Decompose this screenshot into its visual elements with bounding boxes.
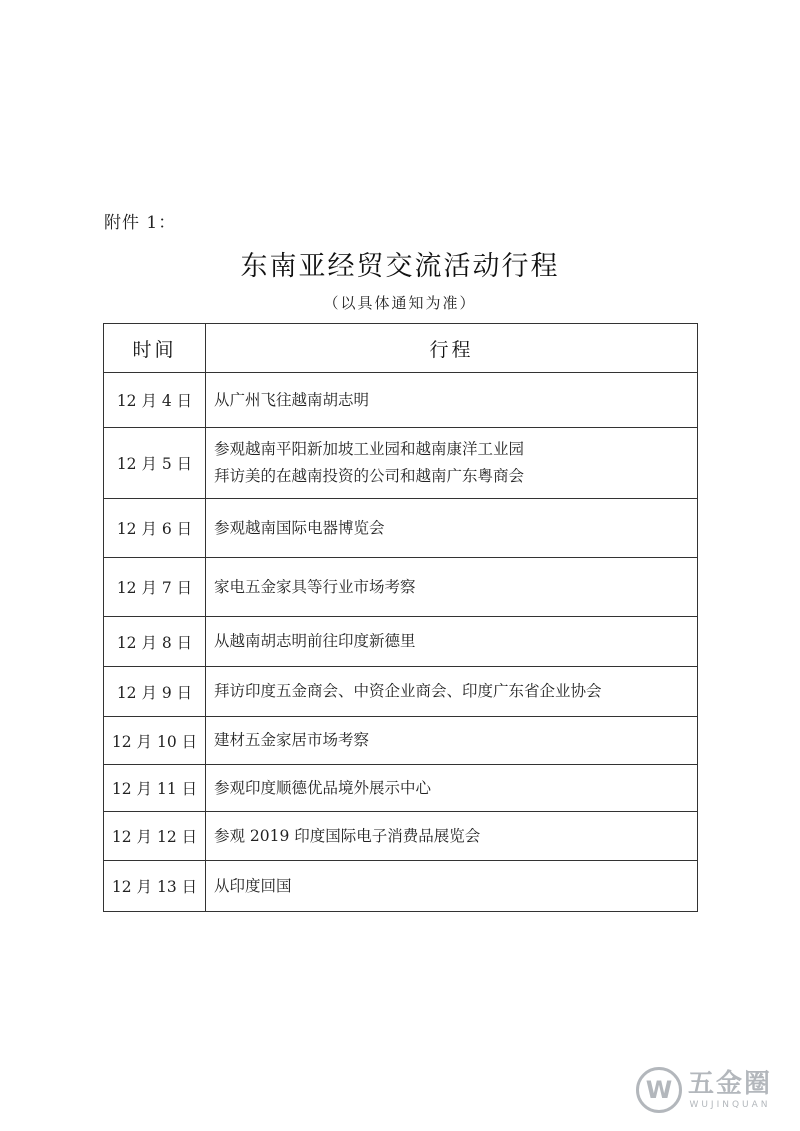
- row-date: 12 月 5 日: [104, 428, 206, 499]
- table-row: [104, 812, 698, 861]
- row-itinerary: [206, 428, 698, 499]
- table-row: [104, 373, 698, 428]
- itinerary-line: 参观越南国际电器博览会: [214, 518, 385, 537]
- wujinquan-logo-icon: W: [636, 1067, 682, 1113]
- table-header-row: [104, 324, 698, 373]
- itinerary-line: 从广州飞往越南胡志明: [214, 390, 370, 409]
- table-row: [104, 765, 698, 812]
- table-row: [104, 558, 698, 617]
- itinerary-line: 拜访印度五金商会、中资企业商会、印度广东省企业协会: [214, 682, 602, 700]
- row-itinerary: [206, 667, 698, 717]
- table-row: [104, 499, 698, 558]
- row-date: 12 月 10 日: [104, 717, 206, 765]
- itinerary-line: 从印度回国: [214, 876, 292, 895]
- watermark: [636, 1067, 772, 1113]
- row-date: 12 月 9 日: [104, 667, 206, 717]
- header-date: 时间: [104, 324, 206, 373]
- watermark-text-cn: 五金圈: [687, 1069, 772, 1099]
- table-row: [104, 667, 698, 717]
- row-itinerary: [206, 617, 698, 667]
- row-date: 12 月 12 日: [104, 812, 206, 861]
- row-itinerary: [206, 861, 698, 912]
- row-itinerary: [206, 765, 698, 812]
- row-date: 12 月 13 日: [104, 861, 206, 912]
- row-itinerary: [206, 812, 698, 861]
- itinerary-line: 参观越南平阳新加坡工业园和越南康洋工业园: [214, 440, 525, 458]
- row-itinerary: [206, 558, 698, 617]
- itinerary-line: 从越南胡志明前往印度新德里: [214, 632, 416, 650]
- attachment-label: 附件 1：: [104, 213, 177, 233]
- table-row: [104, 428, 698, 499]
- watermark-text-en: WUJINQUAN: [689, 1100, 771, 1110]
- itinerary-table: [103, 323, 698, 912]
- row-itinerary: [206, 499, 698, 558]
- table-row: [104, 861, 698, 912]
- header-itinerary: 行程: [206, 324, 698, 373]
- table-row: [104, 617, 698, 667]
- document-title: 东南亚经贸交流活动行程: [240, 251, 560, 282]
- row-date: 12 月 8 日: [104, 617, 206, 667]
- document-subtitle: （以具体通知为准）: [323, 294, 477, 312]
- itinerary-line: 建材五金家居市场考察: [214, 731, 370, 749]
- row-itinerary: [206, 373, 698, 428]
- table-row: [104, 717, 698, 765]
- row-date: 12 月 6 日: [104, 499, 206, 558]
- itinerary-line: 参观 2019 印度国际电子消费品展览会: [214, 826, 481, 845]
- row-date: 12 月 4 日: [104, 373, 206, 428]
- row-itinerary: [206, 717, 698, 765]
- itinerary-line: 拜访美的在越南投资的公司和越南广东粤商会: [214, 467, 525, 485]
- row-date: 12 月 7 日: [104, 558, 206, 617]
- itinerary-line: 参观印度顺德优品境外展示中心: [214, 778, 432, 797]
- itinerary-line: 家电五金家具等行业市场考察: [214, 577, 416, 596]
- row-date: 12 月 11 日: [104, 765, 206, 812]
- watermark-text: [688, 1069, 772, 1111]
